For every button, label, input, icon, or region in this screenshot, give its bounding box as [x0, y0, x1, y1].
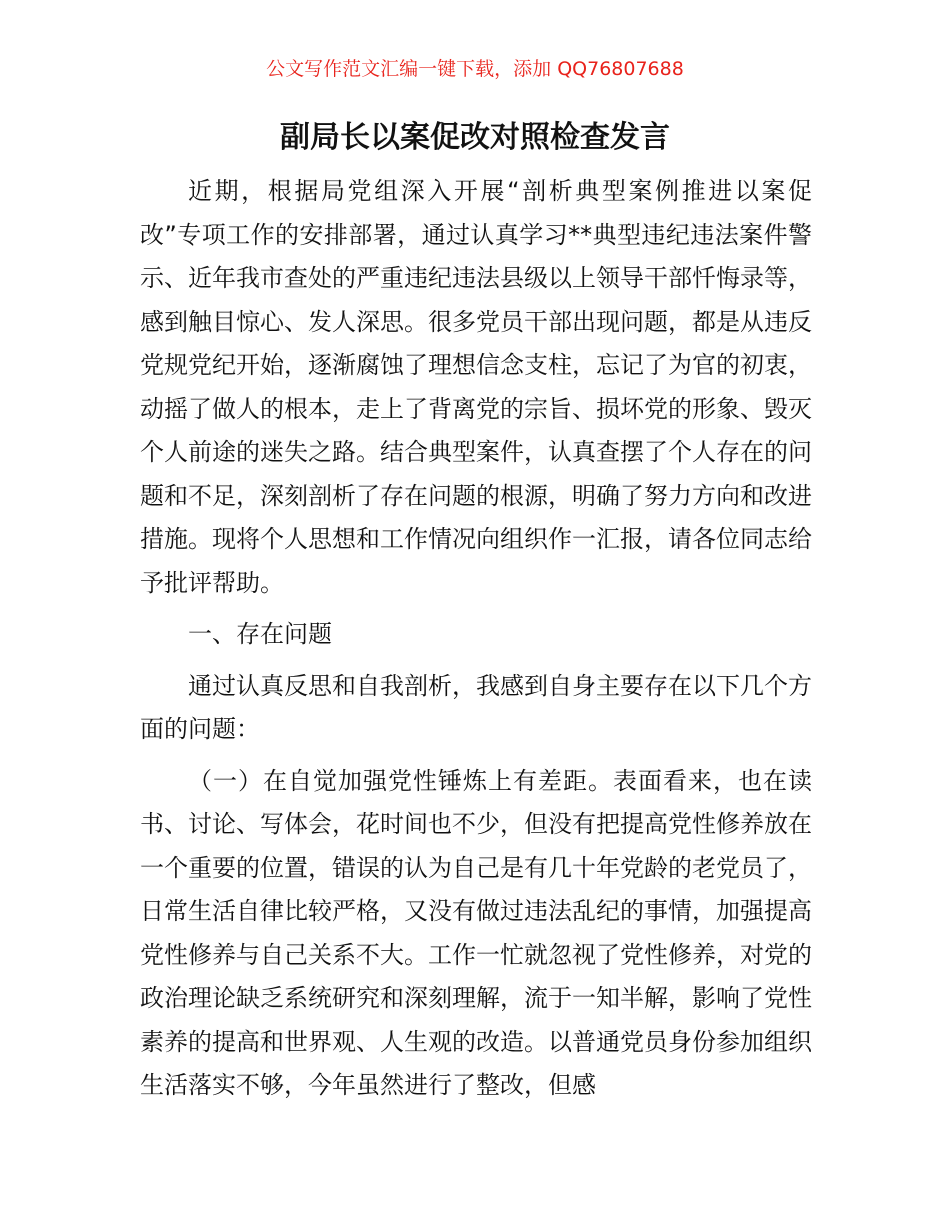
- page-title: 副局长以案促改对照检查发言: [280, 120, 670, 155]
- document-body: [140, 170, 812, 1108]
- section-intro-paragraph: 通过认真反思和自我剖析，我感到自身主要存在以下几个方面的问题：: [140, 671, 812, 743]
- section-item-paragraph: （一）在自觉加强党性锤炼上有差距。表面看来，也在读书、讨论、写体会，花时间也不少，但没有把提高党性修养放在一个重要的位置，错误的认为自己是有几十年党龄的老党员了，日常生活自律比较严格，又没有做过违法乱纪的事情，加强提高党性修养与自己关系不大。工作一忙就忽视了党性修养，对党的政治理论缺乏系统研究和深刻理解，流于一知半解，影响了党性素养的提高和世界观、人生观的改造。以普通党员身份参加组织生活落实不够，今年虽然进行了整改，但感: [140, 766, 812, 1099]
- section-heading: 一、存在问题: [188, 620, 332, 648]
- download-banner: 公文写作范文汇编一键下载，添加 QQ76807688: [266, 58, 684, 80]
- intro-paragraph: 近期，根据局党组深入开展“剖析典型案例推进以案促改”专项工作的安排部署，通过认真学习**典型违纪违法案件警示、近年我市查处的严重违纪违法县级以上领导干部忏悔录等，感到触目惊心、发人深思。很多党员干部出现问题，都是从违反党规党纪开始，逐渐腐蚀了理想信念支柱，忘记了为官的初衷，动摇了做人的根本，走上了背离党的宗旨、损坏党的形象、毁灭个人前途的迷失之路。结合典型案件，认真查摆了个人存在的问题和不足，深刻剖析了存在问题的根源，明确了努力方向和改进措施。现将个人思想和工作情况向组织作一汇报，请各位同志给予批评帮助。: [140, 177, 812, 597]
